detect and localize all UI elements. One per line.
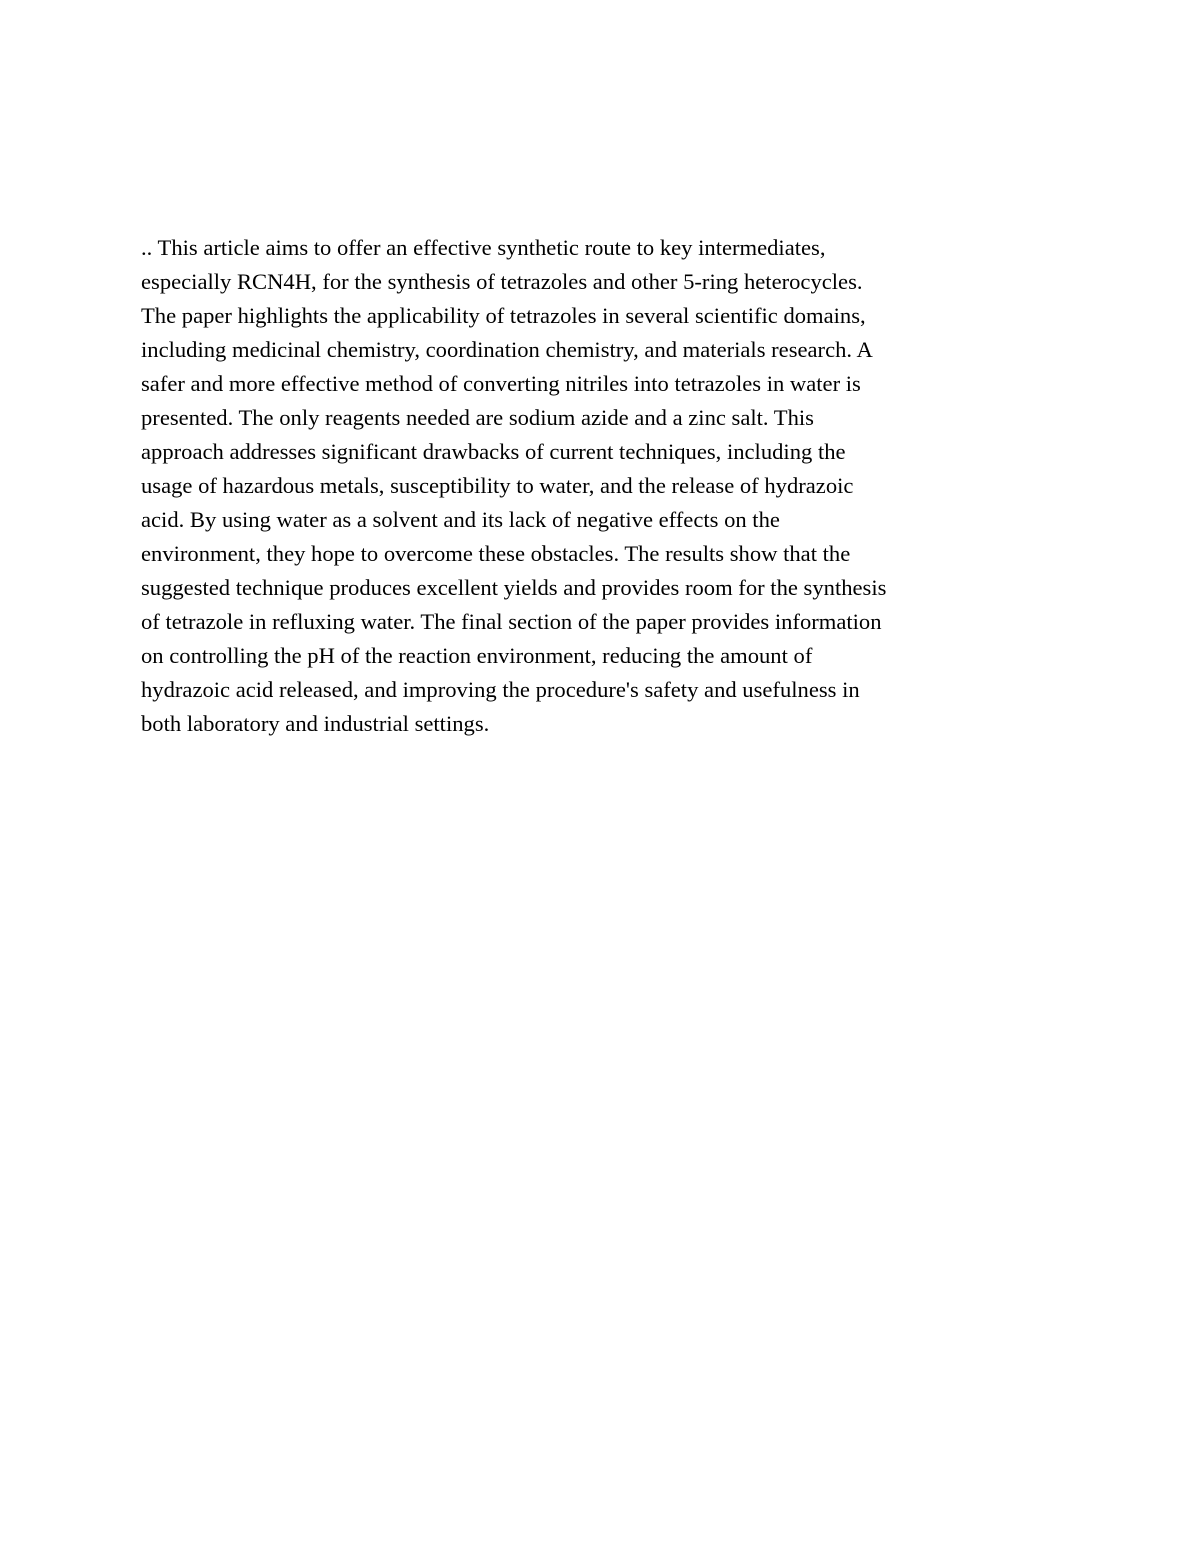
abstract-paragraph — [141, 231, 1071, 741]
paragraph-line: environment, they hope to overcome these obstacles. The results show that the — [141, 541, 851, 566]
paragraph-line: including medicinal chemistry, coordination chemistry, and materials research. A — [141, 337, 873, 362]
paragraph-line: hydrazoic acid released, and improving the procedure's safety and usefulness in — [141, 677, 860, 702]
paragraph-line: suggested technique produces excellent yields and provides room for the synthesis — [141, 575, 887, 600]
paragraph-line: presented. The only reagents needed are sodium azide and a zinc salt. This — [141, 405, 814, 430]
paragraph-line: acid. By using water as a solvent and its lack of negative effects on the — [141, 507, 780, 532]
paragraph-line: of tetrazole in refluxing water. The final section of the paper provides information — [141, 609, 882, 634]
paragraph-line: approach addresses significant drawbacks of current techniques, including the — [141, 439, 846, 464]
paragraph-line: .. This article aims to offer an effective synthetic route to key intermediates, — [141, 235, 826, 260]
paragraph-line: usage of hazardous metals, susceptibility to water, and the release of hydrazoic — [141, 473, 854, 498]
paragraph-line: on controlling the pH of the reaction environment, reducing the amount of — [141, 643, 813, 668]
paragraph-line: safer and more effective method of converting nitriles into tetrazoles in water is — [141, 371, 861, 396]
paragraph-line: both laboratory and industrial settings. — [141, 711, 490, 736]
paragraph-line: The paper highlights the applicability of tetrazoles in several scientific domains, — [141, 303, 866, 328]
paragraph-line: especially RCN4H, for the synthesis of tetrazoles and other 5-ring heterocycles. — [141, 269, 863, 294]
